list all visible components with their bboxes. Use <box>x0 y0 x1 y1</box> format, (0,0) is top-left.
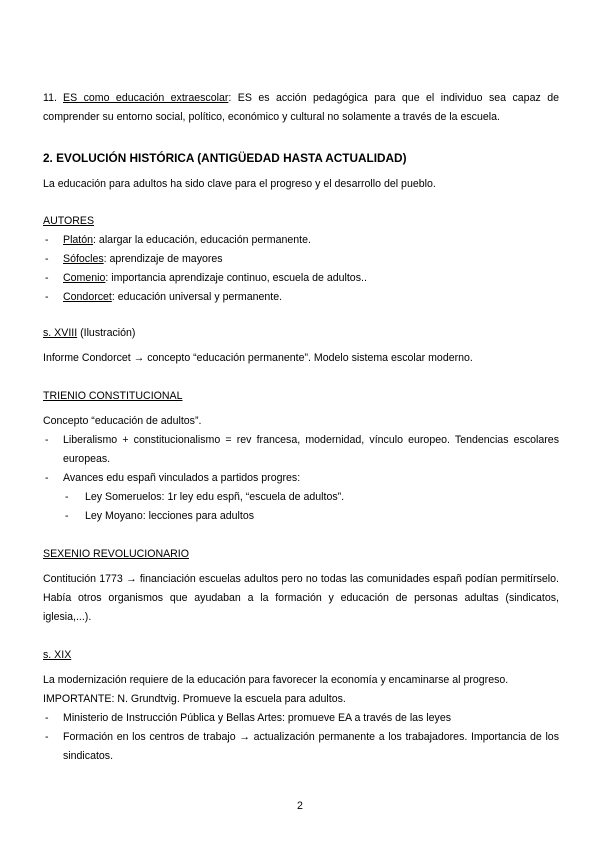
section-intro: La educación para adultos ha sido clave para el progreso y el desarrollo del pueblo. <box>43 178 436 190</box>
bullet-dash: - <box>45 253 49 265</box>
section-title: 2. EVOLUCIÓN HISTÓRICA (ANTIGÜEDAD HASTA ACTUALIDAD) <box>43 151 407 165</box>
bullet-dash: - <box>65 491 69 503</box>
sub-list-item <box>43 488 559 507</box>
bullet-dash: - <box>45 472 49 484</box>
bullet-dash: - <box>65 510 69 522</box>
item-text: Formación en los centros de trabajo → actualización permanente a los trabajadores. Importancia de los sindicatos. <box>63 731 559 762</box>
list-item <box>43 269 559 288</box>
trienio-heading: TRIENIO CONSTITUCIONAL <box>43 390 183 402</box>
item-text: : ES es acción pedagógica para que el individuo sea capaz de comprender su entorno social, político, económico y cultural no solamente a través de la escuela. <box>43 92 559 123</box>
item-text: Ley Moyano: lecciones para adultos <box>85 510 255 522</box>
sexenio-section <box>43 545 559 627</box>
author-name: Sófocles <box>63 253 104 265</box>
list-item <box>43 288 559 307</box>
list-item <box>43 431 559 469</box>
item-text: Ley Someruelos: 1r ley edu espñ, “escuela de adultos”. <box>85 491 345 503</box>
sexenio-heading: SEXENIO REVOLUCIONARIO <box>43 548 189 560</box>
trienio-section <box>43 387 559 526</box>
bullet-dash: - <box>45 434 49 446</box>
item-text: Avances edu españ vinculados a partidos progres: <box>63 472 301 484</box>
list-item <box>43 728 559 766</box>
item-number: 11. <box>43 92 57 104</box>
bullet-dash: - <box>45 731 49 743</box>
page-number: 2 <box>297 800 303 812</box>
author-text: : importancia aprendizaje continuo, escuela de adultos.. <box>105 272 367 284</box>
sxix-line1: La modernización requiere de la educación para favorecer la economía y encaminarse al progreso. <box>43 674 509 686</box>
list-item <box>43 231 559 250</box>
sxviii-text: Informe Condorcet → concepto “educación permanente”. Modelo sistema escolar moderno. <box>43 352 473 364</box>
author-name: Condorcet <box>63 291 112 303</box>
bullet-dash: - <box>45 291 49 303</box>
list-item <box>43 250 559 269</box>
autores-heading: AUTORES <box>43 215 95 227</box>
bullet-dash: - <box>45 712 49 724</box>
list-item-11 <box>43 89 559 127</box>
sxix-heading: s. XIX <box>43 649 72 661</box>
list-item <box>43 709 559 728</box>
trienio-intro: Concepto “educación de adultos”. <box>43 415 202 427</box>
bullet-dash: - <box>45 272 49 284</box>
author-text: : aprendizaje de mayores <box>103 253 223 265</box>
author-name: Comenio <box>63 272 106 284</box>
autores-section <box>43 212 559 307</box>
sxviii-heading: s. XVIII <box>43 327 78 339</box>
sxix-section <box>43 646 559 766</box>
sxviii-section <box>43 324 559 368</box>
bullet-dash: - <box>45 234 49 246</box>
author-text: : alargar la educación, educación permanente. <box>93 234 311 246</box>
item-text: Ministerio de Instrucción Pública y Bellas Artes: promueve EA a través de las leyes <box>63 712 452 724</box>
item-text: Liberalismo + constitucionalismo = rev francesa, modernidad, vínculo europeo. Tendencias escolares europeas. <box>63 434 559 465</box>
author-text: : educación universal y permanente. <box>111 291 283 303</box>
sub-list-item <box>43 507 559 526</box>
sxviii-suffix: (Ilustración) <box>77 327 136 339</box>
sexenio-text: Contitución 1773 → financiación escuelas adultos pero no todas las comunidades españ podían permitírselo. Había otros organismos que ayudaban a la formación y educación de personas adultas (sindicatos, iglesia,...). <box>43 573 559 623</box>
item-term: ES como educación extraescolar <box>63 92 229 104</box>
list-item <box>43 469 559 488</box>
sxix-line2: IMPORTANTE: N. Grundtvig. Promueve la escuela para adultos. <box>43 693 346 705</box>
author-name: Platón <box>63 234 94 246</box>
